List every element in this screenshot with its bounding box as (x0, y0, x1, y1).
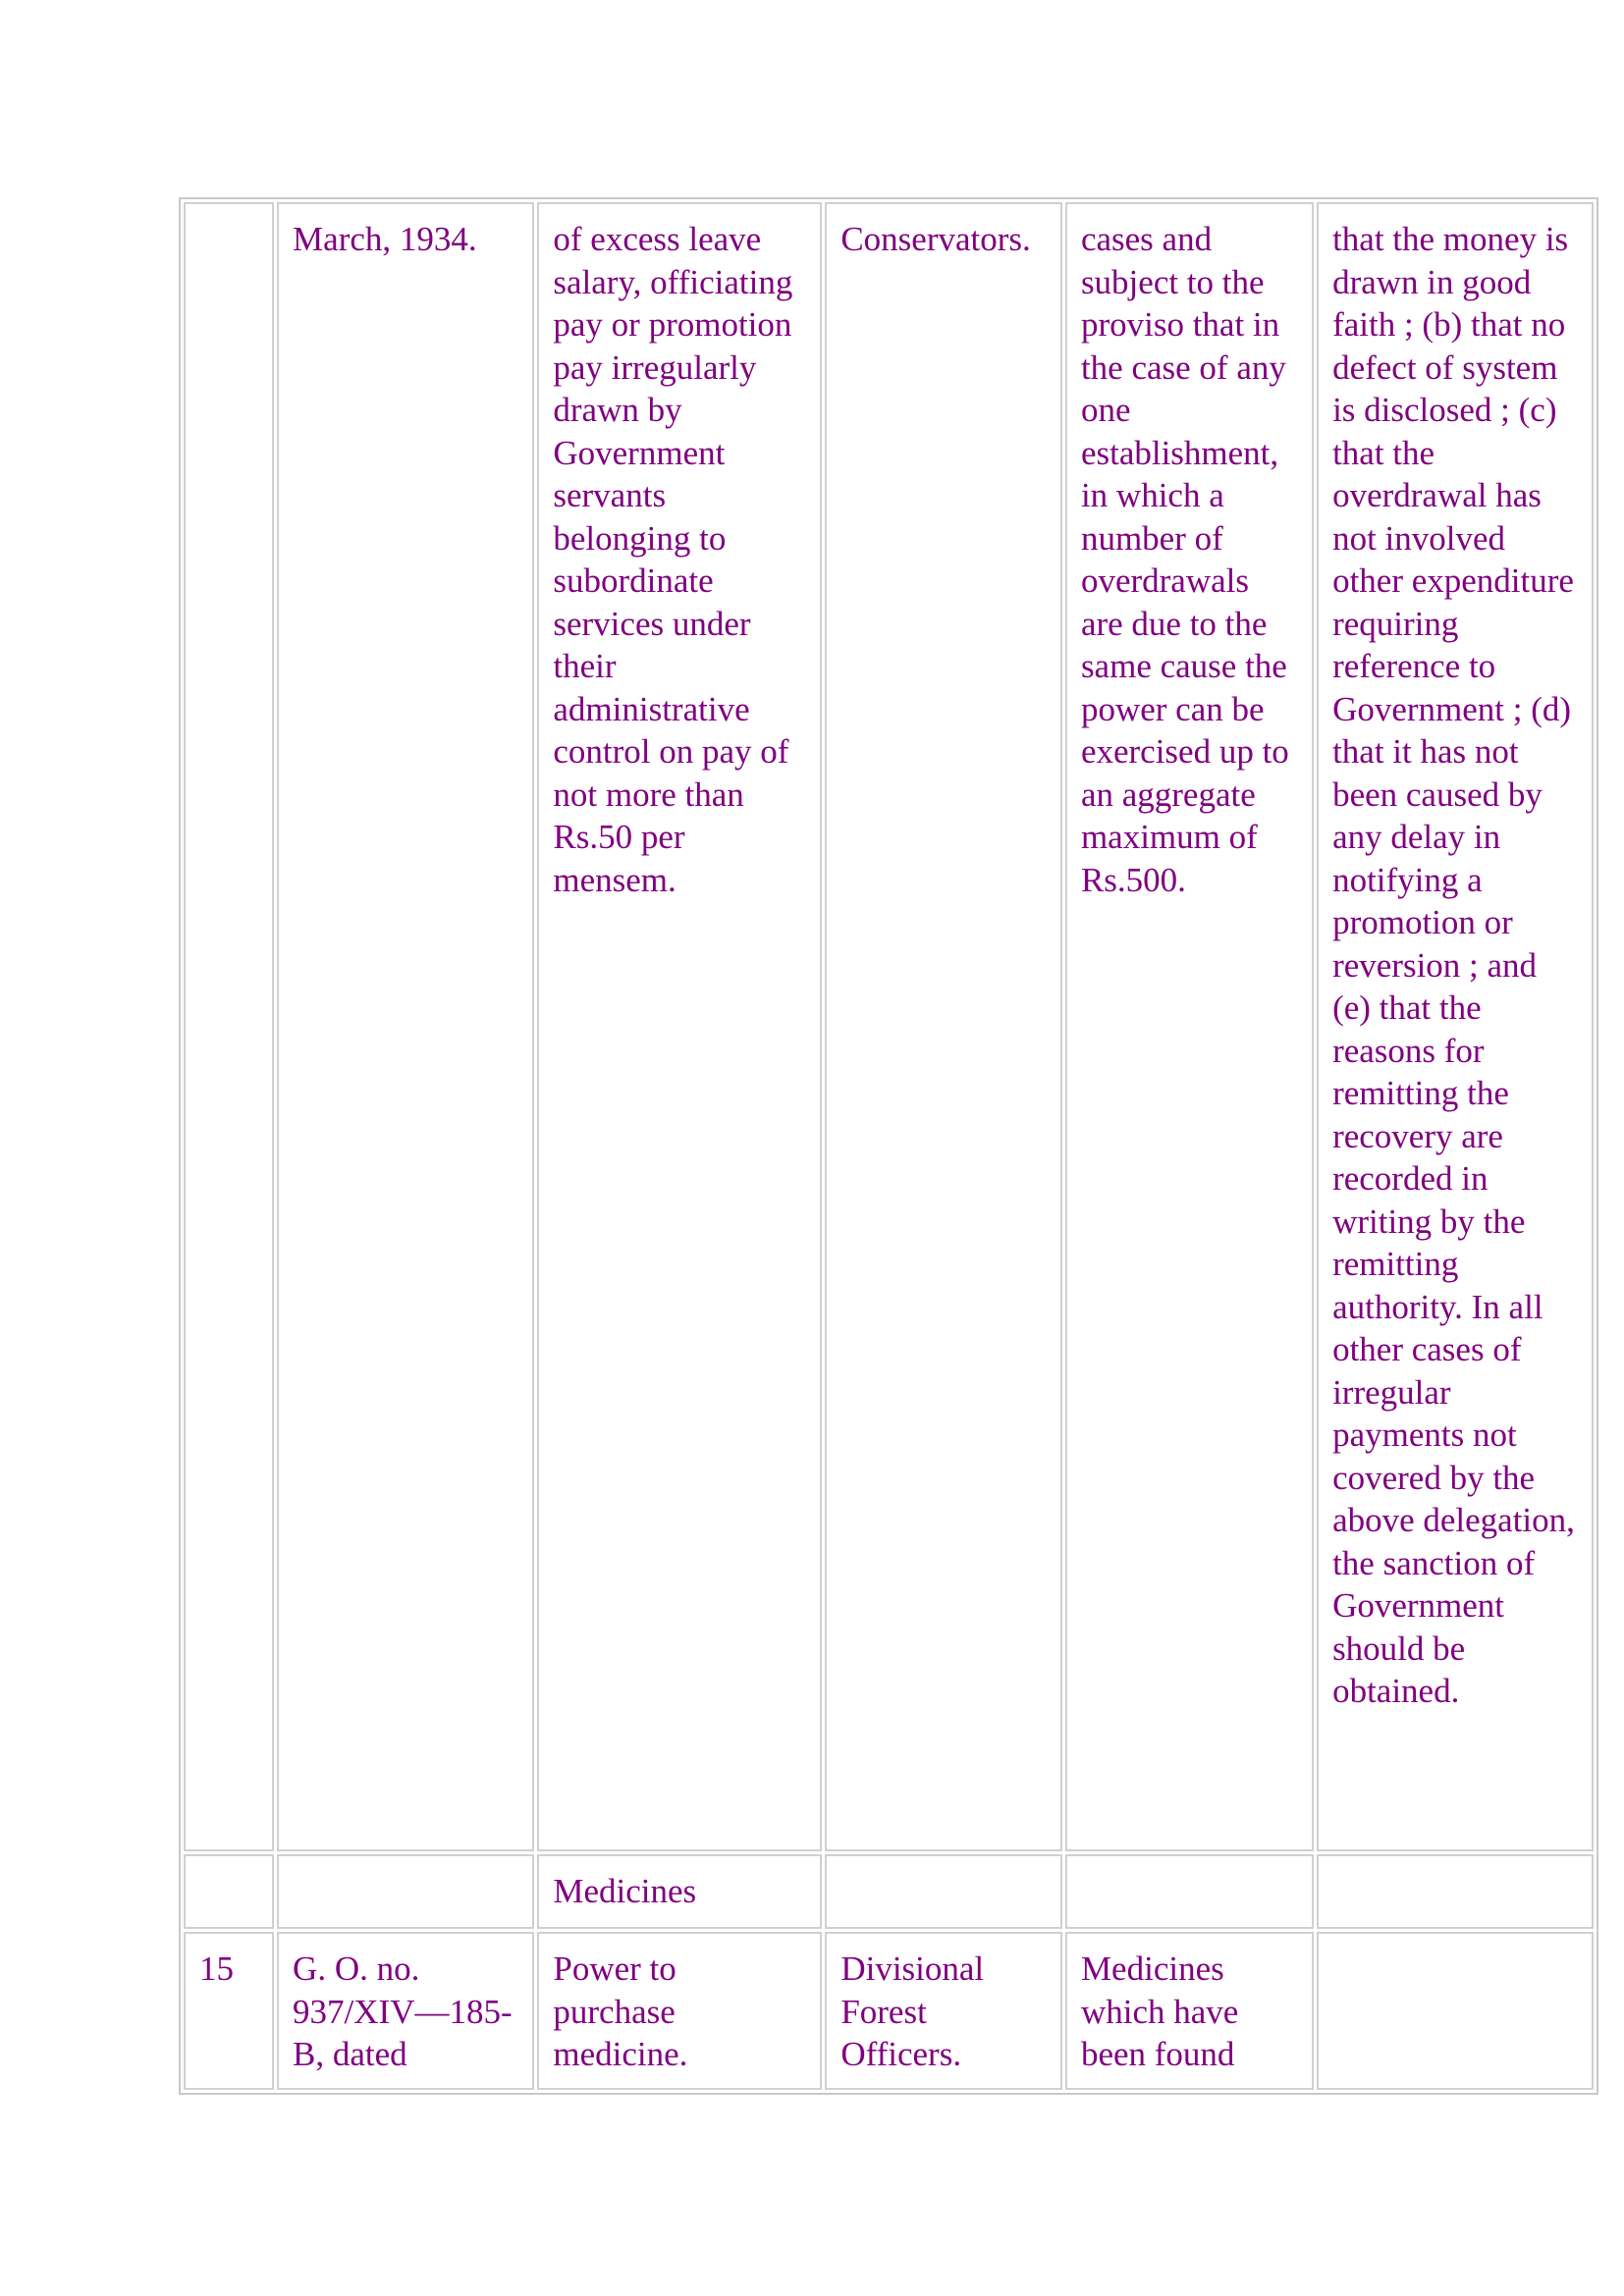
reference-cell: March, 1934. (277, 202, 534, 1851)
extent-cell (1065, 1854, 1314, 1929)
remarks-cell (1317, 1932, 1594, 2090)
extent-cell: cases and subject to the proviso that in the case of any one establishment, in which a number of overdrawals are due to the same cause the power can be exercised up to an aggregate maximum of Rs.500. (1065, 202, 1314, 1851)
nature-of-power-cell: of excess leave salary, officiating pay or promotion pay irregularly drawn by Government servants belonging to subordinate services under their administrative control on pay of not more than Rs.50 per mensem. (537, 202, 822, 1851)
table-row (184, 1932, 1594, 2090)
section-heading-cell: Medicines (537, 1854, 822, 1929)
extent-cell: Medicines which have been found (1065, 1932, 1314, 2090)
serial-cell (184, 1854, 274, 1929)
reference-cell (277, 1854, 534, 1929)
remarks-cell: that the money is drawn in good faith ; (b) that no defect of system is disclosed ; (c) that the overdrawal has not involved other expenditure requiring reference to Government ; (d) that it has not been caused by any delay in notifying a promotion or reversion ; and (e) that the reasons for remitting the recovery are recorded in writing by the remitting authority. In all other cases of irregular payments not covered by the above delegation, the sanction of Government should be obtained. (1317, 202, 1594, 1851)
serial-cell: 15 (184, 1932, 274, 2090)
authority-cell (825, 1854, 1062, 1929)
serial-cell (184, 202, 274, 1851)
nature-of-power-cell: Power to purchase medicine. (537, 1932, 822, 2090)
authority-cell: Conservators. (825, 202, 1062, 1851)
remarks-cell (1317, 1854, 1594, 1929)
table-row (184, 202, 1594, 1851)
table-row (184, 1854, 1594, 1929)
authority-cell: Divisional Forest Officers. (825, 1932, 1062, 2090)
delegation-table (179, 197, 1598, 2095)
reference-cell: G. O. no. 937/XIV—185-B, dated (277, 1932, 534, 2090)
